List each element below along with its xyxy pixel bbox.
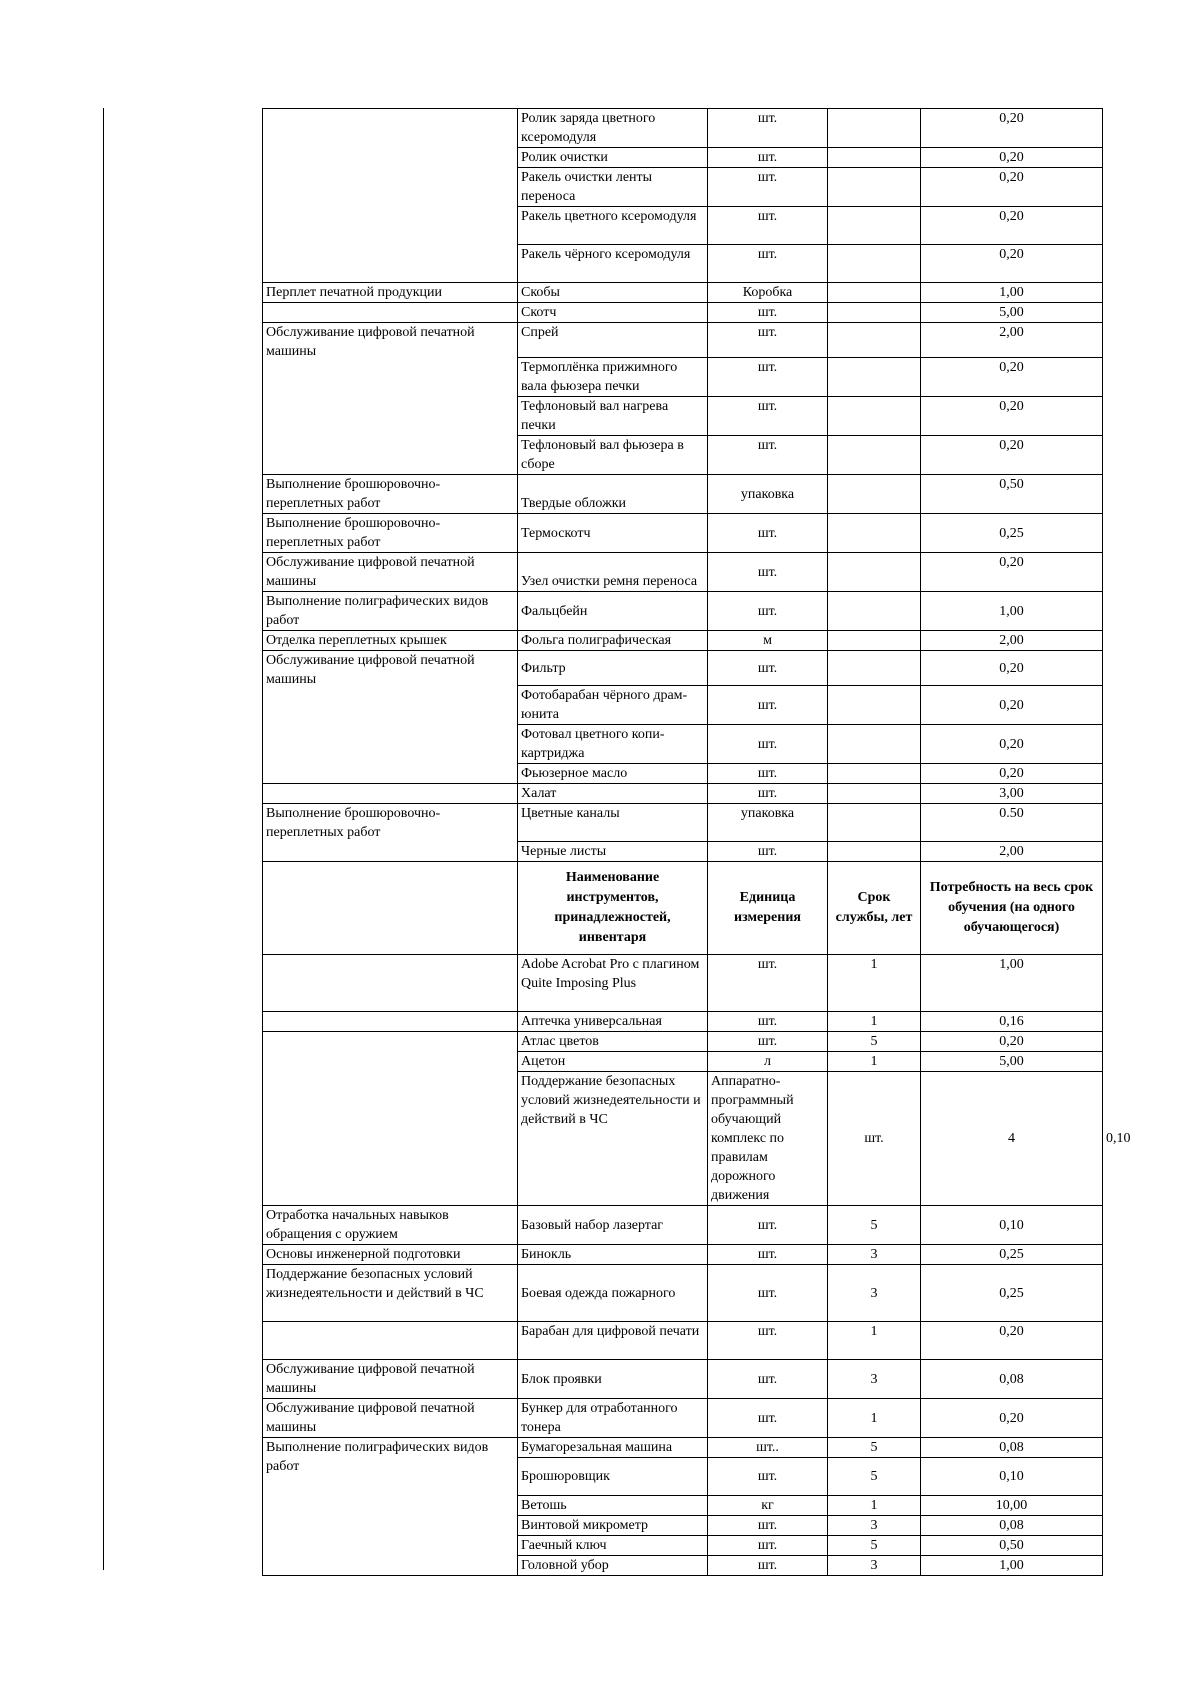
unit-cell: шт. — [708, 1206, 828, 1245]
item-cell: Спрей — [518, 323, 708, 358]
need-cell: 0,20 — [921, 358, 1103, 397]
unit-cell: шт. — [708, 168, 828, 207]
unit-cell: шт. — [708, 1012, 828, 1032]
service-life-cell: 5 — [828, 1536, 921, 1556]
item-cell: Бинокль — [518, 1245, 708, 1265]
service-life-cell — [828, 168, 921, 207]
item-cell: Фольга полиграфическая — [518, 631, 708, 651]
need-cell: 0,10 — [921, 1458, 1103, 1496]
item-cell: Фальцбейн — [518, 592, 708, 631]
item-cell: Ракель чёрного ксеромодуля — [518, 245, 708, 283]
service-life-cell — [828, 323, 921, 358]
table-row — [263, 631, 1103, 651]
table-row — [263, 109, 1103, 148]
table-row — [263, 303, 1103, 323]
need-cell: 1,00 — [921, 955, 1103, 1012]
item-cell: Скобы — [518, 283, 708, 303]
unit-cell: шт.. — [708, 1438, 828, 1458]
need-cell: 0,20 — [921, 725, 1103, 764]
service-life-cell — [828, 514, 921, 553]
service-life-cell: 5 — [828, 1032, 921, 1052]
unit-cell: шт. — [708, 1556, 828, 1576]
need-cell: 0,20 — [921, 397, 1103, 436]
item-cell: Фьюзерное масло — [518, 764, 708, 784]
unit-cell: шт. — [708, 207, 828, 245]
service-life-cell — [828, 804, 921, 842]
unit-cell: шт. — [708, 1458, 828, 1496]
unit-cell: шт. — [708, 1032, 828, 1052]
unit-cell: упаковка — [708, 804, 828, 842]
service-life-cell — [828, 397, 921, 436]
item-cell: Боевая одежда пожарного — [518, 1265, 708, 1322]
service-life-cell — [828, 631, 921, 651]
item-cell: Блок проявки — [518, 1360, 708, 1399]
table-row — [263, 514, 1103, 553]
unit-cell: упаковка — [708, 475, 828, 514]
activity-cell: Обслуживание цифровой печатной машины — [263, 651, 518, 784]
item-cell: Ацетон — [518, 1052, 708, 1072]
service-life-cell: 4 — [921, 1072, 1103, 1206]
need-cell: 0,20 — [921, 764, 1103, 784]
service-life-cell: 1 — [828, 1322, 921, 1360]
item-cell: Ракель цветного ксеромодуля — [518, 207, 708, 245]
unit-cell: шт. — [708, 842, 828, 862]
service-life-cell: 3 — [828, 1516, 921, 1536]
service-life-cell: 1 — [828, 955, 921, 1012]
activity-cell — [263, 955, 518, 1012]
service-life-cell — [828, 148, 921, 168]
table-row — [263, 1360, 1103, 1399]
table-row — [263, 1399, 1103, 1438]
service-life-cell — [828, 686, 921, 725]
header-activity — [263, 862, 518, 955]
unit-cell: шт. — [708, 358, 828, 397]
table-row — [263, 553, 1103, 592]
activity-cell: Выполнение брошюровочно-переплетных работ — [263, 514, 518, 553]
unit-cell: м — [708, 631, 828, 651]
unit-cell: шт. — [708, 436, 828, 475]
need-cell: 0,20 — [921, 651, 1103, 686]
activity-cell: Обслуживание цифровой печатной машины — [263, 553, 518, 592]
need-cell: 1,00 — [921, 1556, 1103, 1576]
service-life-cell: 3 — [828, 1556, 921, 1576]
unit-cell: шт. — [708, 1536, 828, 1556]
service-life-cell: 3 — [828, 1265, 921, 1322]
activity-cell: Поддержание безопасных условий жизнедеятельности и действий в ЧС — [518, 1072, 708, 1206]
service-life-cell — [828, 109, 921, 148]
need-cell: 0,25 — [921, 1245, 1103, 1265]
activity-cell: Перплет печатной продукции — [263, 283, 518, 303]
tools-header-section — [263, 862, 1103, 955]
table-row — [263, 475, 1103, 514]
item-cell: Халат — [518, 784, 708, 804]
item-cell: Ветошь — [518, 1496, 708, 1516]
item-cell: Фильтр — [518, 651, 708, 686]
need-cell: 5,00 — [921, 1052, 1103, 1072]
unit-cell: шт. — [708, 397, 828, 436]
activity-cell: Выполнение полиграфических видов работ — [263, 1438, 518, 1576]
item-cell: Ракель очистки ленты переноса — [518, 168, 708, 207]
table-row — [263, 323, 1103, 358]
unit-cell: шт. — [708, 955, 828, 1012]
table-row — [263, 1322, 1103, 1360]
tools-section — [263, 955, 1131, 1576]
need-cell: 0,50 — [921, 1536, 1103, 1556]
need-cell: 1,00 — [921, 592, 1103, 631]
item-cell: Брошюровщик — [518, 1458, 708, 1496]
need-cell: 0,16 — [921, 1012, 1103, 1032]
item-cell: Термоскотч — [518, 514, 708, 553]
table-row — [263, 804, 1103, 842]
activity-cell: Поддержание безопасных условий жизнедеятельности и действий в ЧС — [263, 1265, 518, 1322]
need-cell: 5,00 — [921, 303, 1103, 323]
need-cell: 0,25 — [921, 514, 1103, 553]
unit-cell: шт. — [708, 1265, 828, 1322]
service-life-cell — [828, 592, 921, 631]
service-life-cell: 3 — [828, 1360, 921, 1399]
service-life-cell — [828, 303, 921, 323]
service-life-cell: 3 — [828, 1245, 921, 1265]
unit-cell: шт. — [708, 592, 828, 631]
need-cell: 0,20 — [921, 1032, 1103, 1052]
consumables-section — [263, 109, 1103, 862]
unit-cell: шт. — [708, 1516, 828, 1536]
service-life-cell: 1 — [828, 1052, 921, 1072]
table-row — [263, 1265, 1103, 1322]
activity-cell: Основы инженерной подготовки — [263, 1245, 518, 1265]
item-cell: Тефлоновый вал фьюзера в сборе — [518, 436, 708, 475]
unit-cell: шт. — [708, 686, 828, 725]
unit-cell: шт. — [708, 651, 828, 686]
unit-cell: шт. — [708, 1245, 828, 1265]
item-cell: Барабан для цифровой печати — [518, 1322, 708, 1360]
unit-cell: кг — [708, 1496, 828, 1516]
table-row — [263, 1206, 1103, 1245]
item-cell: Фотовал цветного копи-картриджа — [518, 725, 708, 764]
table-row — [263, 784, 1103, 804]
need-cell: 0,25 — [921, 1265, 1103, 1322]
activity-cell — [263, 303, 518, 323]
service-life-cell — [828, 207, 921, 245]
table-row — [263, 1245, 1103, 1265]
activity-cell: Отделка переплетных крышек — [263, 631, 518, 651]
item-cell: Термоплёнка прижимного вала фьюзера печки — [518, 358, 708, 397]
need-cell: 2,00 — [921, 631, 1103, 651]
table-row — [263, 955, 1103, 1012]
table-row — [263, 283, 1103, 303]
activity-cell — [263, 1032, 518, 1206]
need-cell: 0,20 — [921, 1322, 1103, 1360]
service-life-cell — [828, 725, 921, 764]
unit-cell: шт. — [708, 1322, 828, 1360]
need-cell: 0,10 — [921, 1206, 1103, 1245]
item-cell: Гаечный ключ — [518, 1536, 708, 1556]
item-cell: Винтовой микрометр — [518, 1516, 708, 1536]
need-cell: 0,20 — [921, 686, 1103, 725]
table-row — [263, 1032, 1103, 1052]
service-life-cell — [828, 784, 921, 804]
service-life-cell — [828, 764, 921, 784]
service-life-cell: 1 — [828, 1012, 921, 1032]
activity-cell — [263, 1012, 518, 1032]
item-cell: Базовый набор лазертаг — [518, 1206, 708, 1245]
service-life-cell: 5 — [828, 1206, 921, 1245]
activity-cell — [263, 1322, 518, 1360]
need-cell: 0,08 — [921, 1516, 1103, 1536]
need-cell: 3,00 — [921, 784, 1103, 804]
item-cell: Аппаратно-программный обучающий комплекс по правилам дорожного движения — [708, 1072, 828, 1206]
equipment-table — [262, 108, 1131, 1576]
unit-cell: шт. — [708, 514, 828, 553]
need-cell: 0.50 — [921, 804, 1103, 842]
need-cell: 0,20 — [921, 436, 1103, 475]
item-cell: Бумагорезальная машина — [518, 1438, 708, 1458]
table-row — [263, 592, 1103, 631]
item-cell: Цветные каналы — [518, 804, 708, 842]
service-life-cell: 5 — [828, 1458, 921, 1496]
service-life-cell — [828, 475, 921, 514]
item-cell: Черные листы — [518, 842, 708, 862]
service-life-cell — [828, 553, 921, 592]
service-life-cell — [828, 436, 921, 475]
item-cell: Бункер для отработанного тонера — [518, 1399, 708, 1438]
unit-cell: шт. — [708, 1360, 828, 1399]
unit-cell: шт. — [708, 303, 828, 323]
service-life-cell — [828, 283, 921, 303]
unit-cell: шт. — [708, 784, 828, 804]
service-life-cell: 1 — [828, 1399, 921, 1438]
need-cell: 0,20 — [921, 1399, 1103, 1438]
unit-cell: шт. — [708, 109, 828, 148]
need-cell: 0,50 — [921, 475, 1103, 514]
table-row — [263, 651, 1103, 686]
unit-cell: шт. — [708, 725, 828, 764]
unit-cell: Коробка — [708, 283, 828, 303]
table-row — [263, 1438, 1103, 1458]
service-life-cell: 1 — [828, 1496, 921, 1516]
header-life: Срок службы, лет — [828, 862, 921, 955]
unit-cell: шт. — [708, 245, 828, 283]
unit-cell: шт. — [708, 764, 828, 784]
activity-cell: Выполнение брошюровочно-переплетных работ — [263, 475, 518, 514]
need-cell: 10,00 — [921, 1496, 1103, 1516]
need-cell: 0,20 — [921, 148, 1103, 168]
header-unit: Единица измерения — [708, 862, 828, 955]
item-cell: Скотч — [518, 303, 708, 323]
item-cell: Фотобарабан чёрного драм-юнита — [518, 686, 708, 725]
header-name: Наименование инструментов, принадлежностей, инвентаря — [518, 862, 708, 955]
item-cell: Твердые обложки — [518, 475, 708, 514]
need-cell: 0,08 — [921, 1360, 1103, 1399]
header-need: Потребность на весь срок обучения (на одного обучающегося) — [921, 862, 1103, 955]
service-life-cell: 5 — [828, 1438, 921, 1458]
unit-cell: шт. — [708, 1399, 828, 1438]
activity-cell — [263, 109, 518, 283]
item-cell: Ролик заряда цветного ксеромодуля — [518, 109, 708, 148]
need-cell: 2,00 — [921, 842, 1103, 862]
item-cell: Тефлоновый вал нагрева печки — [518, 397, 708, 436]
need-cell: 2,00 — [921, 323, 1103, 358]
activity-cell: Обслуживание цифровой печатной машины — [263, 323, 518, 475]
unit-cell: шт. — [708, 323, 828, 358]
service-life-cell — [828, 651, 921, 686]
activity-cell: Выполнение полиграфических видов работ — [263, 592, 518, 631]
unit-cell: шт. — [708, 148, 828, 168]
unit-cell: шт. — [708, 553, 828, 592]
activity-cell: Обслуживание цифровой печатной машины — [263, 1360, 518, 1399]
item-cell: Узел очистки ремня переноса — [518, 553, 708, 592]
item-cell: Аптечка универсальная — [518, 1012, 708, 1032]
unit-cell: шт. — [828, 1072, 921, 1206]
activity-cell: Отработка начальных навыков обращения с оружием — [263, 1206, 518, 1245]
service-life-cell — [828, 245, 921, 283]
table-header-row — [263, 862, 1103, 955]
activity-cell: Выполнение брошюровочно-переплетных работ — [263, 804, 518, 862]
item-cell: Ролик очистки — [518, 148, 708, 168]
need-cell: 0,20 — [921, 553, 1103, 592]
unit-cell: л — [708, 1052, 828, 1072]
service-life-cell — [828, 842, 921, 862]
left-margin-line — [103, 108, 104, 1570]
need-cell: 0,20 — [921, 109, 1103, 148]
table-row: Поддержание безопасных условий жизнедеятельности и действий в ЧС Аппаратно-программный обучающий комплекс по правилам дорожного движения шт. 4 0,10 — [263, 1072, 1103, 1206]
activity-cell: Обслуживание цифровой печатной машины — [263, 1399, 518, 1438]
need-cell: 0,08 — [921, 1438, 1103, 1458]
item-cell: Головной убор — [518, 1556, 708, 1576]
item-cell: Атлас цветов — [518, 1032, 708, 1052]
need-cell: 1,00 — [921, 283, 1103, 303]
item-cell: Adobe Acrobat Pro с плагином Quite Imposing Plus — [518, 955, 708, 1012]
service-life-cell — [828, 358, 921, 397]
need-cell: 0,20 — [921, 168, 1103, 207]
activity-cell — [263, 784, 518, 804]
need-cell: 0,20 — [921, 207, 1103, 245]
need-cell: 0,20 — [921, 245, 1103, 283]
table-row — [263, 1012, 1103, 1032]
